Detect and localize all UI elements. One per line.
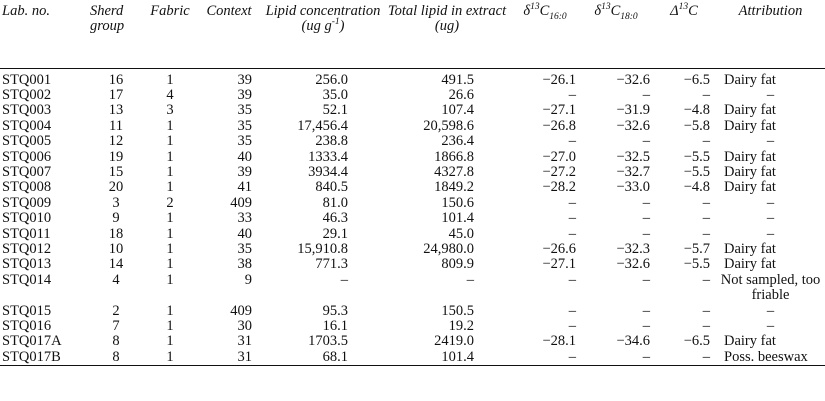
cell-total-lipid: 101.4 bbox=[441, 210, 474, 227]
cell-sherd-group: 13 bbox=[108, 102, 124, 119]
cell-fabric: 1 bbox=[166, 179, 174, 196]
cell-d13c18: −32.5 bbox=[616, 148, 650, 165]
cell-total-lipid: 4327.8 bbox=[434, 163, 474, 180]
table-row bbox=[0, 103, 825, 118]
cell-delta13c: – bbox=[702, 271, 710, 288]
table-row bbox=[0, 350, 825, 366]
cell-sherd-group: 10 bbox=[108, 240, 124, 257]
cell-delta13c: −5.8 bbox=[683, 117, 710, 134]
cell-attribution: – bbox=[766, 302, 775, 319]
cell-context: 41 bbox=[237, 179, 252, 196]
cell-attribution: – bbox=[766, 225, 775, 242]
cell-delta13c: – bbox=[702, 348, 710, 365]
table-row bbox=[0, 88, 825, 103]
cell-d13c16: – bbox=[568, 302, 576, 319]
cell-d13c18: −32.7 bbox=[616, 163, 650, 180]
cell-attribution: – bbox=[766, 194, 775, 211]
cell-lab-no: STQ011 bbox=[2, 225, 51, 242]
cell-delta13c: −4.8 bbox=[683, 102, 710, 119]
cell-d13c18: – bbox=[642, 194, 650, 211]
cell-context: 40 bbox=[237, 225, 252, 242]
table-row bbox=[0, 334, 825, 349]
cell-lipid-concentration: 35.0 bbox=[322, 86, 348, 103]
cell-context: 38 bbox=[237, 256, 252, 273]
cell-lab-no: STQ013 bbox=[2, 256, 52, 273]
cell-sherd-group: 4 bbox=[112, 271, 120, 288]
cell-sherd-group: 9 bbox=[112, 210, 120, 227]
cell-context: 31 bbox=[237, 333, 252, 350]
cell-fabric: 1 bbox=[166, 133, 174, 150]
cell-lipid-concentration: 17,456.4 bbox=[297, 117, 348, 134]
cell-fabric: 4 bbox=[166, 86, 174, 103]
table-row bbox=[0, 257, 825, 272]
table-row bbox=[0, 119, 825, 134]
cell-delta13c: – bbox=[702, 302, 710, 319]
cell-total-lipid: 45.0 bbox=[448, 225, 474, 242]
cell-context: 409 bbox=[230, 194, 252, 211]
header-total-lipid: Total lipid in extract (ug) bbox=[387, 3, 507, 34]
cell-fabric: 1 bbox=[166, 318, 174, 334]
cell-total-lipid: 107.4 bbox=[441, 102, 474, 119]
cell-d13c18: – bbox=[642, 348, 650, 365]
cell-total-lipid: 24,980.0 bbox=[423, 240, 474, 257]
cell-lipid-concentration: – bbox=[340, 271, 348, 288]
cell-lipid-concentration: 81.0 bbox=[322, 194, 348, 211]
header-attribution: Attribution bbox=[738, 3, 803, 19]
cell-attribution: – bbox=[766, 318, 775, 334]
cell-sherd-group: 12 bbox=[108, 133, 124, 150]
cell-total-lipid: – bbox=[466, 271, 474, 288]
cell-d13c18: – bbox=[642, 210, 650, 227]
cell-sherd-group: 11 bbox=[109, 117, 123, 134]
cell-attribution: Not sampled, too friable bbox=[720, 271, 821, 304]
cell-attribution: – bbox=[766, 133, 775, 150]
cell-sherd-group: 2 bbox=[112, 302, 120, 319]
cell-d13c18: – bbox=[642, 86, 650, 103]
header-lipid-concentration: Lipid concentration (ug $g^{-1}$) bbox=[265, 3, 381, 34]
cell-context: 30 bbox=[237, 318, 252, 334]
table-row bbox=[0, 273, 825, 304]
cell-delta13c: −4.8 bbox=[683, 179, 710, 196]
cell-delta13c: −5.7 bbox=[683, 240, 710, 257]
header-fabric: Fabric bbox=[150, 3, 190, 19]
cell-d13c18: −32.6 bbox=[616, 71, 650, 88]
cell-sherd-group: 20 bbox=[108, 179, 124, 196]
header-delta13c: $\Delta^{13}C$ bbox=[670, 2, 698, 19]
table-row bbox=[0, 227, 825, 242]
cell-fabric: 2 bbox=[166, 194, 174, 211]
cell-attribution: Dairy fat bbox=[724, 117, 776, 134]
cell-d13c16: −27.1 bbox=[542, 256, 576, 273]
cell-d13c16: −27.2 bbox=[542, 163, 576, 180]
cell-d13c16: – bbox=[568, 133, 576, 150]
cell-lab-no: STQ005 bbox=[2, 133, 52, 150]
cell-d13c16: −26.1 bbox=[542, 71, 576, 88]
cell-lipid-concentration: 256.0 bbox=[315, 71, 348, 88]
cell-delta13c: −5.5 bbox=[683, 256, 710, 273]
cell-sherd-group: 3 bbox=[112, 194, 120, 211]
cell-context: 409 bbox=[230, 302, 252, 319]
cell-lab-no: STQ002 bbox=[2, 86, 52, 103]
cell-delta13c: – bbox=[702, 194, 710, 211]
cell-total-lipid: 101.4 bbox=[441, 348, 474, 365]
cell-lab-no: STQ014 bbox=[2, 271, 52, 288]
cell-sherd-group: 18 bbox=[108, 225, 124, 242]
cell-d13c18: −31.9 bbox=[616, 102, 650, 119]
cell-fabric: 1 bbox=[166, 163, 174, 180]
table-row bbox=[0, 150, 825, 165]
cell-total-lipid: 236.4 bbox=[441, 133, 474, 150]
cell-fabric: 1 bbox=[166, 271, 174, 288]
cell-context: 35 bbox=[237, 102, 252, 119]
cell-lab-no: STQ003 bbox=[2, 102, 52, 119]
cell-total-lipid: 1849.2 bbox=[434, 179, 474, 196]
cell-lipid-concentration: 840.5 bbox=[315, 179, 348, 196]
cell-attribution: Dairy fat bbox=[724, 256, 776, 273]
cell-d13c16: – bbox=[568, 348, 576, 365]
cell-lab-no: STQ007 bbox=[2, 163, 52, 180]
cell-d13c18: – bbox=[642, 225, 650, 242]
table-row bbox=[0, 319, 825, 334]
cell-lipid-concentration: 46.3 bbox=[322, 210, 348, 227]
cell-context: 39 bbox=[237, 71, 252, 88]
header-row bbox=[0, 4, 825, 68]
cell-delta13c: – bbox=[702, 86, 710, 103]
cell-lipid-concentration: 238.8 bbox=[315, 133, 348, 150]
cell-context: 9 bbox=[244, 271, 252, 288]
cell-delta13c: −6.5 bbox=[683, 333, 710, 350]
cell-d13c16: −28.2 bbox=[542, 179, 576, 196]
cell-attribution: Dairy fat bbox=[724, 102, 776, 119]
cell-total-lipid: 2419.0 bbox=[434, 333, 474, 350]
cell-total-lipid: 150.6 bbox=[441, 194, 474, 211]
cell-lipid-concentration: 52.1 bbox=[322, 102, 348, 119]
cell-fabric: 3 bbox=[166, 102, 174, 119]
cell-lipid-concentration: 15,910.8 bbox=[297, 240, 348, 257]
cell-attribution: Dairy fat bbox=[724, 163, 776, 180]
cell-lipid-concentration: 3934.4 bbox=[308, 163, 348, 180]
cell-sherd-group: 8 bbox=[112, 348, 120, 365]
cell-d13c18: −32.6 bbox=[616, 117, 650, 134]
cell-context: 35 bbox=[237, 133, 252, 150]
cell-lab-no: STQ006 bbox=[2, 148, 52, 165]
cell-attribution: Dairy fat bbox=[724, 71, 776, 88]
cell-lab-no: STQ010 bbox=[2, 210, 52, 227]
cell-d13c18: – bbox=[642, 318, 650, 334]
cell-d13c16: – bbox=[568, 271, 576, 288]
cell-total-lipid: 491.5 bbox=[441, 71, 474, 88]
cell-sherd-group: 17 bbox=[108, 86, 124, 103]
header-d13c16: $\delta^{13}C_{16:0}$ bbox=[523, 2, 567, 22]
cell-lab-no: STQ001 bbox=[2, 71, 52, 88]
cell-d13c16: – bbox=[568, 210, 576, 227]
table-row bbox=[0, 68, 825, 88]
table-row bbox=[0, 211, 825, 226]
cell-delta13c: – bbox=[702, 318, 710, 334]
cell-fabric: 1 bbox=[166, 148, 174, 165]
cell-total-lipid: 150.5 bbox=[441, 302, 474, 319]
cell-context: 35 bbox=[237, 117, 252, 134]
cell-lab-no: STQ008 bbox=[2, 179, 52, 196]
header-d13c18: $\delta^{13}C_{18:0}$ bbox=[594, 2, 638, 22]
header-context: Context bbox=[206, 3, 252, 19]
cell-lab-no: STQ016 bbox=[2, 318, 52, 334]
cell-delta13c: – bbox=[702, 210, 710, 227]
table-row bbox=[0, 180, 825, 195]
cell-context: 33 bbox=[237, 210, 252, 227]
cell-fabric: 1 bbox=[166, 117, 174, 134]
cell-d13c18: −34.6 bbox=[616, 333, 650, 350]
table-row bbox=[0, 196, 825, 211]
cell-d13c18: – bbox=[642, 302, 650, 319]
cell-d13c16: −27.0 bbox=[542, 148, 576, 165]
cell-d13c16: – bbox=[568, 194, 576, 211]
table-row bbox=[0, 134, 825, 149]
cell-fabric: 1 bbox=[166, 240, 174, 257]
cell-total-lipid: 20,598.6 bbox=[423, 117, 474, 134]
cell-attribution: Dairy fat bbox=[724, 148, 776, 165]
cell-delta13c: – bbox=[702, 225, 710, 242]
cell-lipid-concentration: 95.3 bbox=[322, 302, 348, 319]
cell-delta13c: −6.5 bbox=[683, 71, 710, 88]
cell-lipid-concentration: 1703.5 bbox=[308, 333, 348, 350]
cell-d13c16: −27.1 bbox=[542, 102, 576, 119]
cell-context: 39 bbox=[237, 86, 252, 103]
cell-total-lipid: 809.9 bbox=[441, 256, 474, 273]
cell-sherd-group: 15 bbox=[108, 163, 124, 180]
cell-context: 39 bbox=[237, 163, 252, 180]
table-row bbox=[0, 242, 825, 257]
cell-attribution: Poss. beeswax bbox=[724, 348, 808, 365]
cell-sherd-group: 16 bbox=[108, 71, 124, 88]
table-body bbox=[0, 68, 825, 366]
cell-lab-no: STQ004 bbox=[2, 117, 52, 134]
cell-context: 31 bbox=[237, 348, 252, 365]
cell-fabric: 1 bbox=[166, 333, 174, 350]
cell-lab-no: STQ015 bbox=[2, 302, 52, 319]
cell-d13c18: −32.3 bbox=[616, 240, 650, 257]
cell-lipid-concentration: 1333.4 bbox=[308, 148, 348, 165]
cell-lipid-concentration: 68.1 bbox=[322, 348, 348, 365]
table-row bbox=[0, 165, 825, 180]
cell-sherd-group: 19 bbox=[108, 148, 124, 165]
cell-lab-no: STQ012 bbox=[2, 240, 52, 257]
cell-sherd-group: 8 bbox=[112, 333, 120, 350]
cell-total-lipid: 26.6 bbox=[448, 86, 474, 103]
cell-fabric: 1 bbox=[166, 210, 174, 227]
cell-d13c16: −28.1 bbox=[542, 333, 576, 350]
cell-context: 40 bbox=[237, 148, 252, 165]
cell-attribution: – bbox=[766, 86, 775, 103]
cell-fabric: 1 bbox=[166, 225, 174, 242]
table-row bbox=[0, 304, 825, 319]
cell-lab-no: STQ009 bbox=[2, 194, 52, 211]
cell-d13c16: – bbox=[568, 86, 576, 103]
cell-fabric: 1 bbox=[166, 256, 174, 273]
cell-lab-no: STQ017B bbox=[2, 348, 61, 365]
cell-lipid-concentration: 16.1 bbox=[322, 318, 348, 334]
cell-attribution: Dairy fat bbox=[724, 179, 776, 196]
lipid-results-table bbox=[0, 4, 825, 366]
cell-attribution: Dairy fat bbox=[724, 240, 776, 257]
cell-d13c18: – bbox=[642, 133, 650, 150]
cell-fabric: 1 bbox=[166, 71, 174, 88]
cell-d13c18: −33.0 bbox=[616, 179, 650, 196]
cell-delta13c: −5.5 bbox=[683, 163, 710, 180]
table-header bbox=[0, 4, 825, 68]
cell-lipid-concentration: 29.1 bbox=[322, 225, 348, 242]
cell-d13c16: – bbox=[568, 225, 576, 242]
header-sherd-group: Sherd group bbox=[90, 3, 125, 34]
cell-fabric: 1 bbox=[166, 302, 174, 319]
cell-delta13c: – bbox=[702, 133, 710, 150]
cell-context: 35 bbox=[237, 240, 252, 257]
cell-total-lipid: 19.2 bbox=[448, 318, 474, 334]
cell-lipid-concentration: 771.3 bbox=[315, 256, 348, 273]
cell-delta13c: −5.5 bbox=[683, 148, 710, 165]
cell-sherd-group: 14 bbox=[108, 256, 124, 273]
cell-sherd-group: 7 bbox=[112, 318, 120, 334]
cell-attribution: – bbox=[766, 210, 775, 227]
cell-d13c16: −26.6 bbox=[542, 240, 576, 257]
header-lab-no: Lab. no. bbox=[2, 3, 50, 19]
cell-d13c18: −32.6 bbox=[616, 256, 650, 273]
cell-fabric: 1 bbox=[166, 348, 174, 365]
cell-d13c18: – bbox=[642, 271, 650, 288]
cell-lab-no: STQ017A bbox=[2, 333, 62, 350]
cell-attribution: Dairy fat bbox=[724, 333, 776, 350]
cell-total-lipid: 1866.8 bbox=[434, 148, 474, 165]
cell-d13c16: – bbox=[568, 318, 576, 334]
cell-d13c16: −26.8 bbox=[542, 117, 576, 134]
